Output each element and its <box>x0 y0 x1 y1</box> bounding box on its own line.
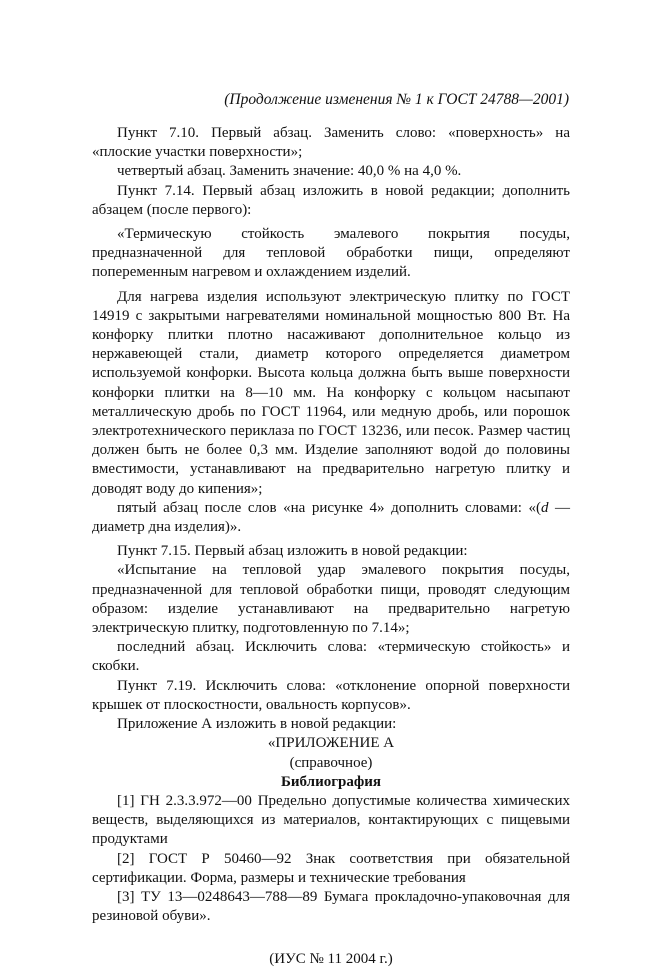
appendix-subtitle: (справочное) <box>289 754 373 771</box>
diameter-symbol: d <box>540 499 549 516</box>
fifth-abzac-text-1: пятый абзац после слов «на рисунке 4» дополнить словами: «( <box>117 499 541 516</box>
paragraph-fifth-abzac <box>92 499 570 537</box>
paragraph-7-19: Пункт 7.19. Исключить слова: «отклонение опорной поверхности крышек от плоскостности, овальность корпусов». <box>92 677 570 713</box>
bibliography-heading: Библиография <box>280 773 382 790</box>
bibliography-ref-1: [1] ГН 2.3.3.972—00 Предельно допустимые количества химических веществ, выделяющихся из материалов, контактирующих с пищевыми продуктами <box>92 792 570 848</box>
paragraph-fourth-abzac: четвертый абзац. Заменить значение: 40,0 % на 4,0 %. <box>117 163 462 180</box>
paragraph-heating-method: Для нагрева изделия используют электрическую плитку по ГОСТ 14919 с закрытыми нагревателями номинальной мощностью 800 Вт. На конфорку плитки плотно насаживают дополнительное кольцо из нержавеющей стали, диаметр которого определяется диаметром используемой конфорки. Высота кольца должна быть выше поверхности конфорки плитки на 8—10 мм. На конфорку с кольцом насыпают металлическую дробь по ГОСТ 11964, или медную дробь, или порошок электротехнического периклаза по ГОСТ 13236, или песок. Размер частиц должен быть не более 0,3 мм. Изделие заполняют водой до половины вместимости, устанавливают на предварительно нагретую плитку и доводят воду до кипения»; <box>92 288 570 497</box>
paragraph-last-abzac: последний абзац. Исключить слова: «термическую стойкость» и скобки. <box>92 639 570 675</box>
document-body <box>92 124 570 970</box>
paragraph-thermal-resistance: «Термическую стойкость эмалевого покрытия посуды, предназначенной для тепловой обработки пищи, определяют попеременным нагревом и охлаждением изделий. <box>92 226 570 281</box>
continuation-header: (Продолжение изменения № 1 к ГОСТ 24788—2001) <box>224 91 569 108</box>
appendix-title: «ПРИЛОЖЕНИЕ А <box>267 735 395 752</box>
bibliography-ref-3: [3] ТУ 13—0248643—788—89 Бумага прокладочно-упаковочная для резиновой обуви». <box>92 888 570 925</box>
paragraph-7-14: Пункт 7.14. Первый абзац изложить в новой редакции; дополнить абзацем (после первого): <box>92 182 570 218</box>
source-note: (ИУС № 11 2004 г.) <box>269 951 393 968</box>
paragraph-appendix-a: Приложение А изложить в новой редакции: <box>117 716 397 733</box>
paragraph-7-15: Пункт 7.15. Первый абзац изложить в новой редакции: <box>117 543 468 560</box>
paragraph-thermal-shock: «Испытание на тепловой удар эмалевого покрытия посуды, предназначенной для тепловой обработки пищи, проводят следующим образом: изделие устанавливают на предварительно нагретую электрическую плитку, подготовленную по 7.14»; <box>92 562 570 637</box>
fifth-abzac-text-2: — диаметр дна изделия)». <box>92 499 571 536</box>
bibliography-ref-2: [2] ГОСТ Р 50460—92 Знак соответствия при обязательной сертификации. Форма, размеры и технические требования <box>92 850 570 886</box>
paragraph-7-10: Пункт 7.10. Первый абзац. Заменить слово: «поверхность» на «плоские участки поверхности»; <box>92 125 570 161</box>
